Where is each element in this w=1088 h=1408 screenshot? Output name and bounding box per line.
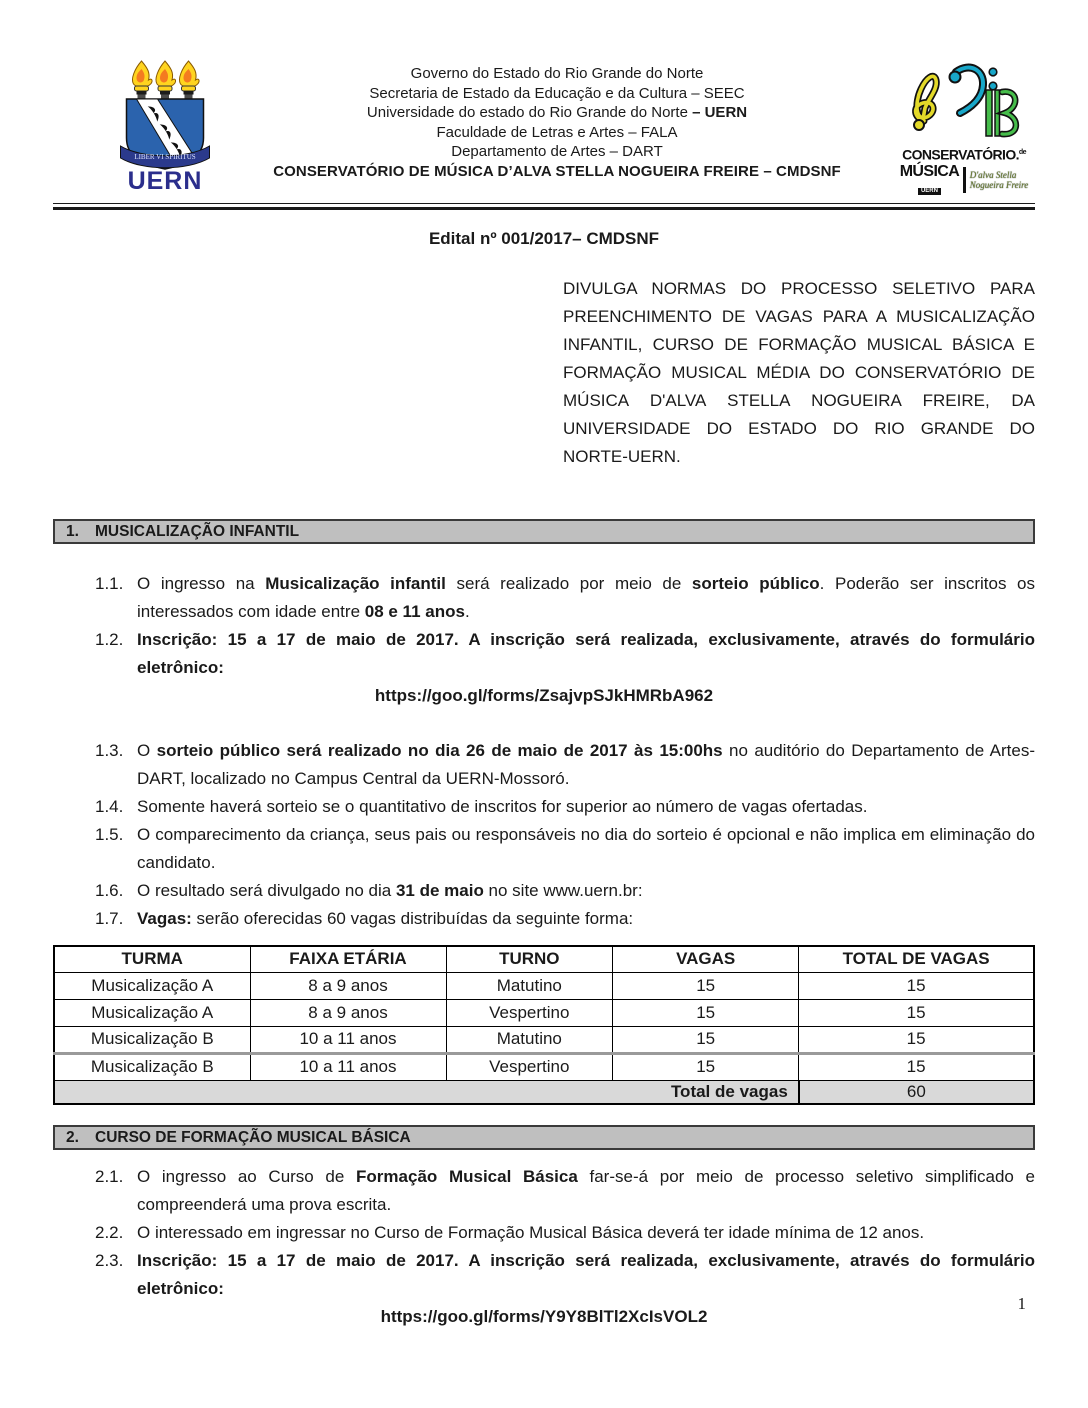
vacancies-table <box>53 945 1035 1105</box>
treble-clef-icon <box>914 76 936 130</box>
table-row <box>54 1053 1034 1080</box>
form-url-link-2[interactable]: https://goo.gl/forms/Y9Y8BlTl2XcIsVOL2 <box>380 1307 708 1326</box>
divider <box>963 167 966 193</box>
cell: Matutino <box>446 1026 613 1053</box>
institution-block <box>221 58 893 181</box>
item-text: Inscrição: 15 a 17 de maio de 2017. A inscrição será realizada, exclusivamente, através do formulário eletrônico: <box>137 1251 1035 1298</box>
org-line: Universidade do estado do Rio Grande do Norte – UERN <box>366 104 748 121</box>
list-item <box>53 821 1035 877</box>
col-header: TURNO <box>446 946 613 972</box>
list-item <box>53 626 1035 682</box>
table-row <box>54 1026 1034 1053</box>
cell: 15 <box>799 999 1034 1026</box>
list-item <box>53 905 1035 933</box>
item-text: O ingresso na Musicalização infantil será realizado por meio de sorteio público. Poderão ser inscritos os interessados com idade entre 08 e 11 anos. <box>137 574 1036 621</box>
col-header: VAGAS <box>613 946 799 972</box>
uern-motto: LIBER VI SPIRITUS <box>134 153 196 161</box>
item-number: 1.4. <box>95 797 124 816</box>
uern-wordmark: UERN <box>127 167 203 192</box>
script-line-2: Nogueira Freire <box>969 180 1029 191</box>
uern-crest-icon <box>109 58 221 192</box>
header <box>53 58 1035 197</box>
cell: 15 <box>613 972 799 999</box>
org-line: Governo do Estado do Rio Grande do Norte <box>410 65 704 82</box>
cell: 15 <box>799 1026 1034 1053</box>
item-number: 1.7. <box>95 909 124 928</box>
list-item <box>53 1219 1035 1247</box>
list-item <box>53 737 1035 793</box>
cell: Vespertino <box>446 999 613 1026</box>
conservatory-title-text: CONSERVATÓRIO. <box>902 146 1019 163</box>
uern-logo <box>109 58 221 197</box>
cell: 15 <box>613 1053 799 1080</box>
list-item <box>53 877 1035 905</box>
conservatory-row2 <box>893 164 1035 197</box>
form-url-link-1[interactable]: https://goo.gl/forms/ZsajvpSJkHMRbA962 <box>374 686 714 705</box>
section-title: CURSO DE FORMAÇÃO MUSICAL BÁSICA <box>95 1128 411 1146</box>
org-line: Faculdade de Letras e Artes – FALA <box>436 123 678 141</box>
conservatory-de-text: de <box>1018 149 1026 156</box>
cell: 8 a 9 anos <box>250 972 446 999</box>
item-number: 1.6. <box>95 881 124 900</box>
cell: 10 a 11 anos <box>250 1053 446 1080</box>
cell: Musicalização A <box>54 972 250 999</box>
table-total-row <box>54 1080 1034 1104</box>
org-line-conservatory: CONSERVATÓRIO DE MÚSICA D’ALVA STELLA NOGUEIRA FREIRE – CMDSNF <box>273 162 841 180</box>
section-1-heading <box>53 519 1035 544</box>
list-item <box>53 1163 1035 1219</box>
musica-text: MÚSICA <box>899 162 960 180</box>
item-text: O interessado em ingressar no Curso de Formação Musical Básica deverá ter idade mínima de 12 anos. <box>137 1223 925 1242</box>
conservatory-musica <box>900 164 960 197</box>
table-row <box>54 999 1034 1026</box>
section-title: MUSICALIZAÇÃO INFANTIL <box>95 522 300 540</box>
cell: Musicalização A <box>54 999 250 1026</box>
cell: 15 <box>613 999 799 1026</box>
music-clefs-icon <box>894 58 1034 140</box>
total-value: 60 <box>799 1080 1034 1104</box>
cell: 15 <box>799 972 1034 999</box>
item-number: 2.1. <box>95 1167 124 1186</box>
item-text: Vagas: serão oferecidas 60 vagas distribuídas da seguinte forma: <box>137 909 634 928</box>
uern-small-text: UERN <box>918 188 941 195</box>
list-item <box>53 793 1035 821</box>
section-number: 2. <box>66 1128 79 1146</box>
item-number: 1.5. <box>95 825 124 844</box>
col-header: TURMA <box>54 946 250 972</box>
table-header-row <box>54 946 1034 972</box>
cell: 15 <box>613 1026 799 1053</box>
page-number: 1 <box>1017 1294 1026 1313</box>
item-number: 2.3. <box>95 1251 124 1270</box>
section-1-items <box>53 570 1035 933</box>
cell: 15 <box>799 1053 1034 1080</box>
section-2-items <box>53 1163 1035 1331</box>
section-number: 1. <box>66 522 79 540</box>
item-text: Inscrição: 15 a 17 de maio de 2017. A inscrição será realizada, exclusivamente, através do formulário eletrônico: <box>137 630 1035 677</box>
preamble-paragraph: DIVULGA NORMAS DO PROCESSO SELETIVO PARA PREENCHIMENTO DE VAGAS PARA A MUSICALIZAÇÃO INFANTIL, CURSO DE FORMAÇÃO MUSICAL BÁSICA E FORMAÇÃO MUSICAL MÉDIA DO CONSERVATÓRIO DE MÚSICA D'ALVA STELLA NOGUEIRA FREIRE, DA UNIVERSIDADE DO ESTADO DO RIO GRANDE DO NORTE-UERN. <box>563 279 1035 466</box>
section-2-heading <box>53 1125 1035 1150</box>
list-item <box>53 570 1035 626</box>
conservatory-logo <box>893 58 1035 197</box>
org-line: Secretaria de Estado da Educação e da Cultura – SEEC <box>369 84 745 102</box>
cell: Musicalização B <box>54 1026 250 1053</box>
list-item <box>53 1247 1035 1303</box>
item-number: 2.2. <box>95 1223 124 1242</box>
page-title: Edital nº 001/2017– CMDSNF <box>428 229 660 248</box>
cell: Matutino <box>446 972 613 999</box>
item-number: 1.3. <box>95 741 124 760</box>
cell: Musicalização B <box>54 1053 250 1080</box>
total-label: Total de vagas <box>54 1080 799 1104</box>
item-text: Somente haverá sorteio se o quantitativo de inscritos for superior ao número de vagas ofertadas. <box>137 797 868 816</box>
cell: Vespertino <box>446 1053 613 1080</box>
header-divider <box>53 203 1035 210</box>
script-line-1: D'alva Stella <box>969 170 1017 181</box>
item-text: O sorteio público será realizado no dia 26 de maio de 2017 às 15:00hs no auditório do Departamento de Artes-DART, localizado no Campus Central da UERN-Mossoró. <box>137 741 1036 788</box>
col-header: FAIXA ETÁRIA <box>250 946 446 972</box>
item-text: O comparecimento da criança, seus pais ou responsáveis no dia do sorteio é opcional e não implica em eliminação do candidato. <box>137 825 1035 872</box>
item-number: 1.2. <box>95 630 124 649</box>
item-text: O ingresso ao Curso de Formação Musical Básica far-se-á por meio de processo seletivo simplificado e compreenderá uma prova escrita. <box>137 1167 1035 1214</box>
conservatory-script <box>970 170 1029 190</box>
conservatory-word1 <box>893 145 1035 163</box>
cell: 10 a 11 anos <box>250 1026 446 1053</box>
item-number: 1.1. <box>95 574 124 593</box>
alto-clef-icon <box>986 90 1016 136</box>
cell: 8 a 9 anos <box>250 999 446 1026</box>
col-header: TOTAL DE VAGAS <box>799 946 1034 972</box>
org-line: Departamento de Artes – DART <box>451 143 663 160</box>
table-row <box>54 972 1034 999</box>
torch-icons <box>132 61 199 101</box>
item-text: O resultado será divulgado no dia 31 de maio no site www.uern.br: <box>137 881 643 900</box>
